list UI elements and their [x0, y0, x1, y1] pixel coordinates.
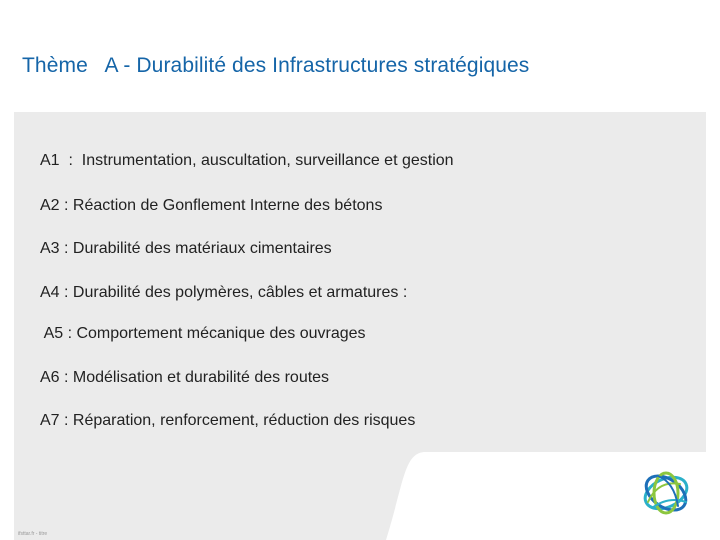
list-item-a6: A6 : Modélisation et durabilité des routes: [40, 369, 330, 386]
list-item-a5: A5 : Comportement mécanique des ouvrages: [40, 325, 366, 342]
list-item-a1: A1 : Instrumentation, auscultation, surveillance et gestion: [40, 152, 454, 169]
content-panel: [14, 112, 706, 540]
list-item-a2: A2 : Réaction de Gonflement Interne des bétons: [40, 197, 383, 214]
footer-text: ifsttar.fr - titre: [18, 531, 48, 537]
slide-title: Thème A - Durabilité des Infrastructures stratégiques: [22, 54, 530, 77]
logo-emblem-icon: [628, 462, 704, 524]
list-item-a7: A7 : Réparation, renforcement, réduction des risques: [40, 412, 416, 429]
list-item-a3: A3 : Durabilité des matériaux cimentaires: [40, 240, 332, 257]
list-item-a4: A4 : Durabilité des polymères, câbles et armatures :: [40, 284, 408, 301]
